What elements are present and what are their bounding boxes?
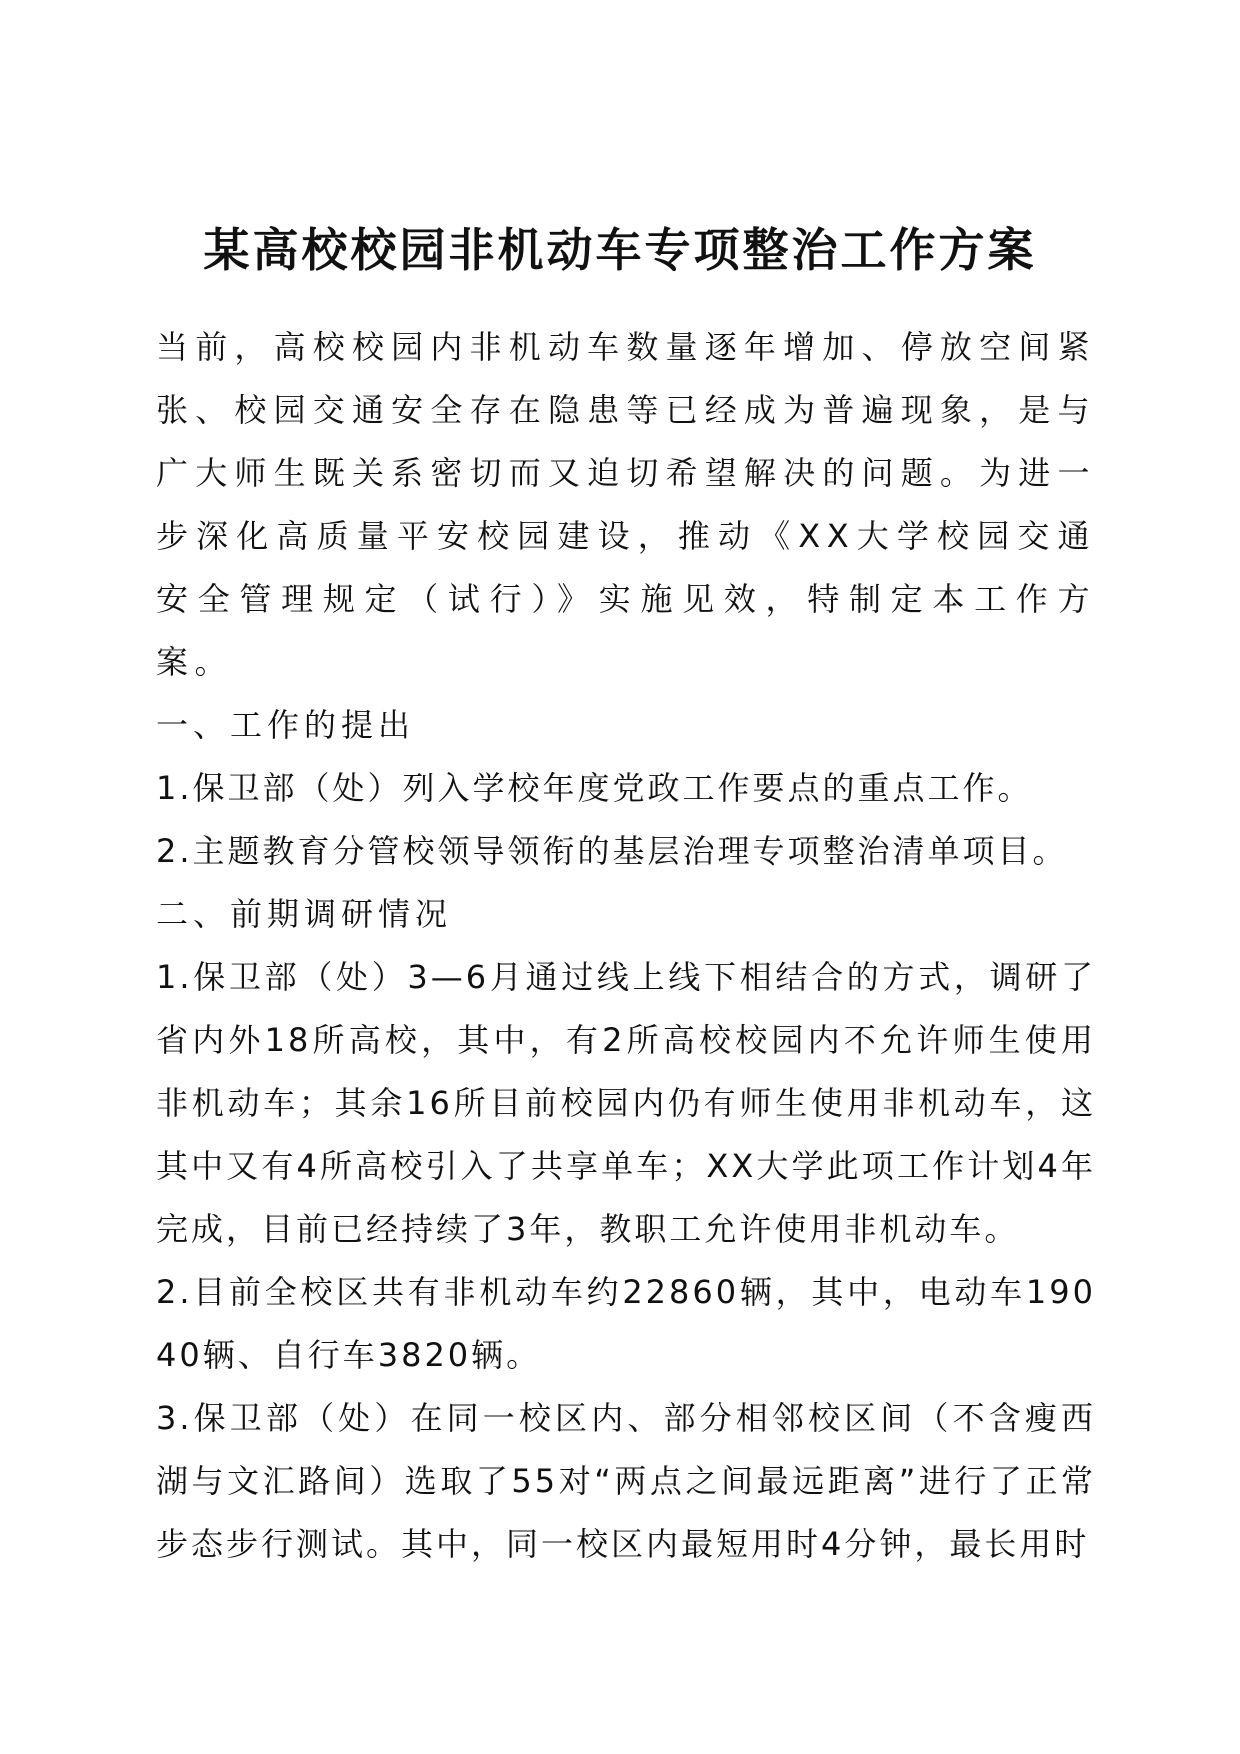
document-title: 某高校校园非机动车专项整治工作方案 <box>203 223 1037 277</box>
intro-paragraph: 当前，高校校园内非机动车数量逐年增加、停放空间紧张、校园交通安全存在隐患等已经成为普遍现象，是与广大师生既关系密切而又迫切希望解决的问题。为进一步深化高质量平安校园建设，推动《XX大学校园交通安全管理规定（试行）》实施见效，特制定本工作方案。 <box>156 328 1096 681</box>
document-body <box>156 316 1096 1576</box>
list-item: 2.主题教育分管校领导领衔的基层治理专项整治清单项目。 <box>156 832 1068 870</box>
section-heading-2: 二、前期调研情况 <box>156 895 453 933</box>
list-item: 1.保卫部（处）3—6月通过线上线下相结合的方式，调研了省内外18所高校，其中，有2所高校校园内不允许师生使用非机动车；其余16所目前校园内仍有师生使用非机动车，这其中又有4所高校引入了共享单车；XX大学此项工作计划4年完成，目前已经持续了3年，教职工允许使用非机动车。 <box>156 958 1096 1248</box>
section-heading-1: 一、工作的提出 <box>156 706 416 744</box>
list-item: 3.保卫部（处）在同一校区内、部分相邻校区间（不含瘦西湖与文汇路间）选取了55对“两点之间最远距离”进行了正常步态步行测试。其中，同一校区内最短用时4分钟，最长用时 <box>156 1399 1096 1563</box>
list-item: 2.目前全校区共有非机动车约22860辆，其中，电动车19040辆、自行车3820辆。 <box>156 1273 1096 1374</box>
list-item: 1.保卫部（处）列入学校年度党政工作要点的重点工作。 <box>156 769 1033 807</box>
